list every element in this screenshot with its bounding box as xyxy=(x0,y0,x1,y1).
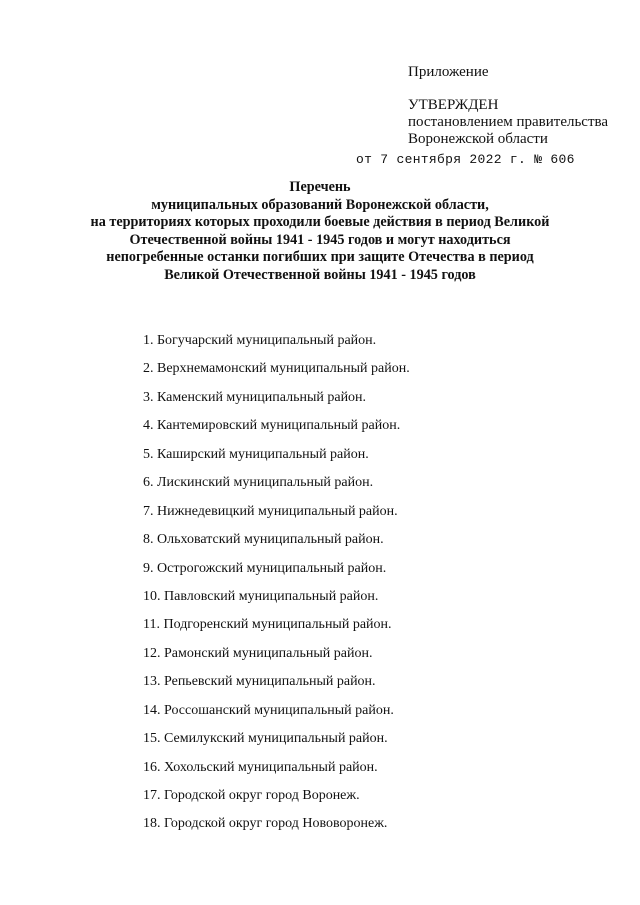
approved-by-line-1: постановлением правительства xyxy=(408,114,609,130)
document-title xyxy=(90,179,550,285)
list-item: 16. Хохольский муниципальный район. xyxy=(143,759,378,775)
municipality-list xyxy=(143,332,410,844)
title-line-1: Перечень xyxy=(289,179,351,195)
list-item: 14. Россошанский муниципальный район. xyxy=(143,702,394,718)
list-item: 15. Семилукский муниципальный район. xyxy=(143,731,388,747)
approval-stamp xyxy=(408,97,608,148)
list-item: 5. Каширский муниципальный район. xyxy=(143,446,369,462)
approved-by-line-2: Воронежской области xyxy=(408,131,548,147)
list-item: 4. Кантемировский муниципальный район. xyxy=(143,418,401,434)
list-item: 13. Репьевский муниципальный район. xyxy=(143,674,376,690)
title-line-6: Великой Отечественной войны 1941 - 1945 годов xyxy=(164,266,476,283)
title-line-3: на территориях которых проходили боевые действия в период Великой xyxy=(90,214,550,231)
list-item: 1. Богучарский муниципальный район. xyxy=(143,333,377,348)
list-item: 2. Верхнемамонский муниципальный район. xyxy=(143,361,410,377)
title-line-5: непогребенные останки погибших при защите Отечества в период xyxy=(106,249,534,266)
list-item: 9. Острогожский муниципальный район. xyxy=(143,560,387,576)
list-item: 10. Павловский муниципальный район. xyxy=(143,588,379,604)
approved-title: УТВЕРЖДЕН xyxy=(408,97,499,113)
list-item: 17. Городской округ город Воронеж. xyxy=(143,788,360,803)
title-line-4: Отечественной войны 1941 - 1945 годов и могут находиться xyxy=(129,231,511,248)
title-line-2: муниципальных образований Воронежской области, xyxy=(151,196,489,213)
list-item: 7. Нижнедевицкий муниципальный район. xyxy=(143,503,398,519)
list-item: 12. Рамонский муниципальный район. xyxy=(143,645,373,661)
appendix-label: Приложение xyxy=(408,64,489,80)
list-item: 3. Каменский муниципальный район. xyxy=(143,389,367,405)
list-item: 11. Подгоренский муниципальный район. xyxy=(143,617,392,633)
list-item: 18. Городской округ город Нововоронеж. xyxy=(143,816,388,832)
decree-reference: от 7 сентября 2022 г. № 606 xyxy=(356,152,575,167)
list-item: 6. Лискинский муниципальный район. xyxy=(143,475,374,491)
list-item: 8. Ольховатский муниципальный район. xyxy=(143,532,384,548)
